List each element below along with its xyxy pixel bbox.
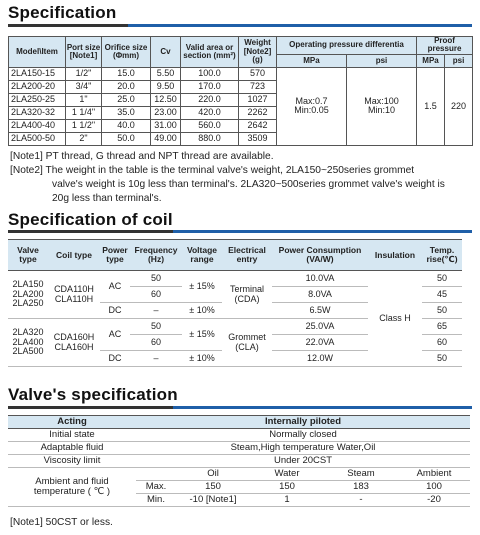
max-oil: 150 bbox=[176, 481, 250, 494]
consumption-cell: 8.0VA bbox=[272, 287, 368, 303]
temp-rise-cell: 65 bbox=[422, 319, 462, 335]
electrical-entry-grommet: Grommet (CLA) bbox=[222, 319, 272, 367]
cv-cell: 23.00 bbox=[151, 106, 181, 119]
col-voltage: Voltage range bbox=[182, 240, 222, 271]
cv-cell: 5.50 bbox=[151, 67, 181, 80]
max-steam: 183 bbox=[324, 481, 398, 494]
voltage-cell: ± 15% bbox=[182, 319, 222, 351]
fluid-value: Steam,High temperature Water,Oil bbox=[136, 442, 470, 455]
max-label: Max. bbox=[136, 481, 176, 494]
weight-cell: 2262 bbox=[239, 106, 277, 119]
port-cell: 3/4" bbox=[66, 80, 102, 93]
orifice-cell: 40.0 bbox=[102, 119, 151, 132]
model-cell: 2LA150-15 bbox=[9, 67, 66, 80]
viscosity-value: Under 20CST bbox=[136, 455, 470, 468]
area-cell: 420.0 bbox=[181, 106, 239, 119]
col-power-type: Power type bbox=[100, 240, 130, 271]
port-cell: 1 1/2" bbox=[66, 119, 102, 132]
proof-mpa-header: MPa bbox=[417, 54, 445, 67]
col-valve-type: Valve type bbox=[8, 240, 48, 271]
col-coil-type: Coil type bbox=[48, 240, 100, 271]
proof-mpa-cell: 1.5 bbox=[417, 67, 445, 145]
weight-cell: 1027 bbox=[239, 93, 277, 106]
coil-heading: Specification of coil bbox=[8, 210, 173, 229]
min-oil: -10 [Note1] bbox=[176, 494, 250, 507]
temp-rise-cell: 60 bbox=[422, 335, 462, 351]
col-orifice: Orifice size (Φmm) bbox=[102, 37, 151, 68]
col-ambient: Ambient bbox=[398, 468, 470, 481]
valve-table bbox=[8, 415, 470, 507]
coil-rule bbox=[8, 230, 472, 233]
col-temp-rise: Temp. rise(℃) bbox=[422, 240, 462, 271]
valve-note: [Note1] 50CST or less. bbox=[10, 517, 113, 528]
orifice-cell: 50.0 bbox=[102, 132, 151, 145]
proof-psi-header: psi bbox=[445, 54, 473, 67]
spec-rule bbox=[8, 24, 472, 27]
col-water: Water bbox=[250, 468, 324, 481]
frequency-cell: 50 bbox=[130, 271, 182, 287]
valve-row bbox=[8, 455, 470, 468]
temp-rise-cell: 50 bbox=[422, 303, 462, 319]
frequency-cell: 60 bbox=[130, 287, 182, 303]
frequency-cell: 60 bbox=[130, 335, 182, 351]
max-water: 150 bbox=[250, 481, 324, 494]
initial-state-label: Initial state bbox=[8, 429, 136, 442]
valve-heading: Valve's specification bbox=[8, 385, 178, 404]
col-proof-pressure: Proof pressure bbox=[417, 37, 473, 55]
area-cell: 170.0 bbox=[181, 80, 239, 93]
valve-row bbox=[8, 442, 470, 455]
frequency-cell: 50 bbox=[130, 319, 182, 335]
model-cell: 2LA200-20 bbox=[9, 80, 66, 93]
spec-row bbox=[9, 67, 473, 80]
min-water: 1 bbox=[250, 494, 324, 507]
col-steam: Steam bbox=[324, 468, 398, 481]
power-type-cell: AC bbox=[100, 319, 130, 351]
frequency-cell: – bbox=[130, 303, 182, 319]
valve-row bbox=[8, 468, 470, 481]
cv-cell: 49.00 bbox=[151, 132, 181, 145]
spec-header-row-1 bbox=[9, 37, 473, 55]
valve-types-cell: 2LA150 2LA200 2LA250 bbox=[8, 271, 48, 319]
col-power-consumption: Power Consumption (VA/W) bbox=[272, 240, 368, 271]
area-cell: 220.0 bbox=[181, 93, 239, 106]
orifice-cell: 20.0 bbox=[102, 80, 151, 93]
voltage-cell: ± 10% bbox=[182, 303, 222, 319]
col-electrical: Electrical entry bbox=[222, 240, 272, 271]
power-type-cell: AC bbox=[100, 271, 130, 303]
model-cell: 2LA320-32 bbox=[9, 106, 66, 119]
min-ambient: -20 bbox=[398, 494, 470, 507]
max-ambient: 100 bbox=[398, 481, 470, 494]
min-label: Min. bbox=[136, 494, 176, 507]
voltage-cell: ± 15% bbox=[182, 271, 222, 303]
cv-cell: 31.00 bbox=[151, 119, 181, 132]
spec-note-2-line-3: 20g less than terminal's. bbox=[52, 193, 162, 204]
acting-value: Internally piloted bbox=[136, 416, 470, 429]
model-cell: 2LA500-50 bbox=[9, 132, 66, 145]
consumption-cell: 22.0VA bbox=[272, 335, 368, 351]
spec-heading: Specification bbox=[8, 3, 117, 22]
port-cell: 1" bbox=[66, 93, 102, 106]
proof-psi-cell: 220 bbox=[445, 67, 473, 145]
coil-header-row bbox=[8, 240, 462, 271]
frequency-cell: – bbox=[130, 351, 182, 367]
coil-table bbox=[8, 239, 462, 367]
col-valid-area: Valid area or section (mm²) bbox=[181, 37, 239, 68]
power-type-cell: DC bbox=[100, 303, 130, 319]
col-model: Model\Item bbox=[9, 37, 66, 68]
orifice-cell: 15.0 bbox=[102, 67, 151, 80]
col-weight: Weight [Note2](g) bbox=[239, 37, 277, 68]
weight-cell: 723 bbox=[239, 80, 277, 93]
col-port: Port size [Note1] bbox=[66, 37, 102, 68]
col-op-pressure: Operating pressure differentia bbox=[277, 37, 417, 55]
col-insulation: Insulation bbox=[368, 240, 422, 271]
op-psi-cell: Max:100 Min:10 bbox=[347, 67, 417, 145]
area-cell: 880.0 bbox=[181, 132, 239, 145]
orifice-cell: 25.0 bbox=[102, 93, 151, 106]
weight-cell: 3509 bbox=[239, 132, 277, 145]
spec-note-1: [Note1] PT thread, G thread and NPT thread are available. bbox=[10, 151, 274, 162]
consumption-cell: 25.0VA bbox=[272, 319, 368, 335]
temperature-label: Ambient and fluid temperature ( ℃ ) bbox=[8, 468, 136, 507]
temp-rise-cell: 45 bbox=[422, 287, 462, 303]
op-mpa-cell: Max:0.7 Min:0.05 bbox=[277, 67, 347, 145]
consumption-cell: 12.0W bbox=[272, 351, 368, 367]
weight-cell: 2642 bbox=[239, 119, 277, 132]
fluid-label: Adaptable fluid bbox=[8, 442, 136, 455]
port-cell: 1/2" bbox=[66, 67, 102, 80]
port-cell: 1 1/4" bbox=[66, 106, 102, 119]
insulation-cell: Class H bbox=[368, 271, 422, 367]
valve-row bbox=[8, 429, 470, 442]
cv-cell: 12.50 bbox=[151, 93, 181, 106]
cv-cell: 9.50 bbox=[151, 80, 181, 93]
electrical-entry-terminal: Terminal (CDA) bbox=[222, 271, 272, 319]
op-psi-header: psi bbox=[347, 54, 417, 67]
area-cell: 100.0 bbox=[181, 67, 239, 80]
valve-types-cell: 2LA320 2LA400 2LA500 bbox=[8, 319, 48, 367]
model-cell: 2LA400-40 bbox=[9, 119, 66, 132]
model-cell: 2LA250-25 bbox=[9, 93, 66, 106]
temp-rise-cell: 50 bbox=[422, 351, 462, 367]
op-mpa-header: MPa bbox=[277, 54, 347, 67]
consumption-cell: 6.5W bbox=[272, 303, 368, 319]
col-oil: Oil bbox=[176, 468, 250, 481]
col-cv: Cv bbox=[151, 37, 181, 68]
area-cell: 560.0 bbox=[181, 119, 239, 132]
voltage-cell: ± 10% bbox=[182, 351, 222, 367]
spec-note-2-line-1: [Note2] The weight in the table is the terminal valve's weight, 2LA150~250series grommet bbox=[10, 165, 415, 176]
coil-types-cell: CDA160H CLA160H bbox=[48, 319, 100, 367]
min-steam: - bbox=[324, 494, 398, 507]
port-cell: 2" bbox=[66, 132, 102, 145]
acting-label: Acting bbox=[8, 416, 136, 429]
temp-rise-cell: 50 bbox=[422, 271, 462, 287]
coil-row bbox=[8, 271, 462, 287]
weight-cell: 570 bbox=[239, 67, 277, 80]
consumption-cell: 10.0VA bbox=[272, 271, 368, 287]
valve-header-row bbox=[8, 416, 470, 429]
viscosity-label: Viscosity limit bbox=[8, 455, 136, 468]
spec-table bbox=[8, 36, 473, 146]
power-type-cell: DC bbox=[100, 351, 130, 367]
spec-note-2-line-2: valve's weight is 10g less than terminal's. 2LA320~500series grommet valve's weight is bbox=[52, 179, 445, 190]
col-frequency: Frequency (Hz) bbox=[130, 240, 182, 271]
coil-types-cell: CDA110H CLA110H bbox=[48, 271, 100, 319]
valve-rule bbox=[8, 406, 472, 409]
orifice-cell: 35.0 bbox=[102, 106, 151, 119]
initial-state-value: Normally closed bbox=[136, 429, 470, 442]
